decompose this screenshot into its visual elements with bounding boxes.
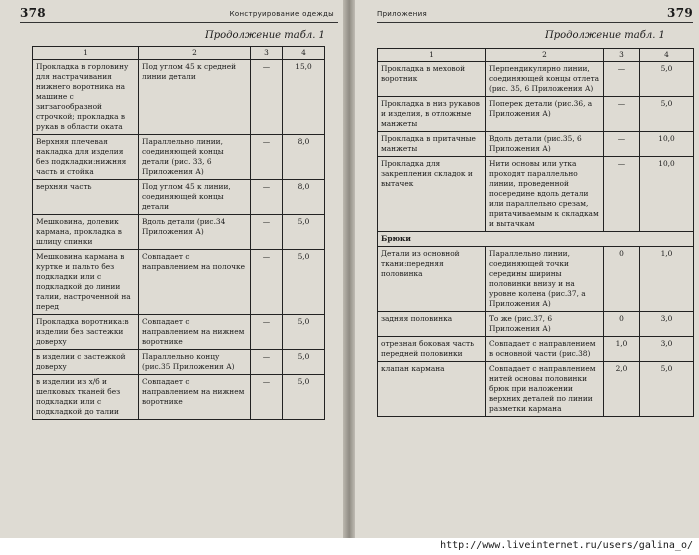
item-cell: Прокладка в меховой воротник xyxy=(378,62,486,97)
table-row xyxy=(378,97,694,132)
deviation-cell: — xyxy=(251,60,283,135)
footer-url: http://www.liveinternet.ru/users/galina_o/ xyxy=(440,540,693,551)
tolerance-cell: 5,0 xyxy=(283,215,325,250)
table-row xyxy=(33,60,325,135)
deviation-cell: — xyxy=(604,97,640,132)
item-cell: Прокладка в горловину для настрачивания нижнего воротника на машине с зигзагообразной строчкой; прокладка в рукав в области оката xyxy=(33,60,139,135)
direction-cell: Вдоль детали (рис.34 Приложения А) xyxy=(139,215,251,250)
table-row xyxy=(33,250,325,315)
left-continuation-label: Продолжение табл. 1 xyxy=(205,30,325,41)
right-table xyxy=(377,48,694,417)
table-row xyxy=(33,180,325,215)
table-row xyxy=(378,132,694,157)
right-page-number: 379 xyxy=(667,6,693,20)
deviation-cell: — xyxy=(604,132,640,157)
item-cell: Мешковина, долевик кармана, прокладка в шлицу спинки xyxy=(33,215,139,250)
header-cell: 1 xyxy=(33,47,139,60)
section-heading: Брюки xyxy=(378,232,694,247)
tolerance-cell: 5,0 xyxy=(283,315,325,350)
tolerance-cell: 8,0 xyxy=(283,180,325,215)
table-row xyxy=(378,157,694,232)
header-cell: 2 xyxy=(486,49,604,62)
right-continuation-label: Продолжение табл. 1 xyxy=(545,30,665,41)
deviation-cell: — xyxy=(251,315,283,350)
deviation-cell: — xyxy=(604,157,640,232)
right-page xyxy=(355,0,699,538)
table-row xyxy=(378,337,694,362)
direction-cell: Совпадает с направлением на полочке xyxy=(139,250,251,315)
direction-cell: Совпадает с направлением на нижнем воротнике xyxy=(139,375,251,420)
item-cell: Мешковина кармана в куртке и пальто без подкладки или с подкладкой до линии талии, настроченной на перед xyxy=(33,250,139,315)
direction-cell: Под углом 45 к линии, соединяющей концы детали xyxy=(139,180,251,215)
table-row xyxy=(378,362,694,417)
deviation-cell: 2,0 xyxy=(604,362,640,417)
header-cell: 3 xyxy=(251,47,283,60)
item-cell: Прокладка воротника:в изделии без застежки доверху xyxy=(33,315,139,350)
deviation-cell: — xyxy=(251,250,283,315)
left-page-number: 378 xyxy=(20,6,46,20)
header-cell: 4 xyxy=(640,49,694,62)
deviation-cell: — xyxy=(251,350,283,375)
header-cell: 4 xyxy=(283,47,325,60)
left-page xyxy=(0,0,347,538)
deviation-cell: 0 xyxy=(604,247,640,312)
deviation-cell: 1,0 xyxy=(604,337,640,362)
direction-cell: Совпадает с направлением нитей основы половинки брюк при наложении верхних деталей по линии разметки кармана xyxy=(486,362,604,417)
item-cell: Прокладка в низ рукавов и изделия, в отложные манжеты xyxy=(378,97,486,132)
tolerance-cell: 15,0 xyxy=(283,60,325,135)
direction-cell: Перпендикулярно линии, соединяющей концы отлета (рис. 35, 6 Приложения А) xyxy=(486,62,604,97)
deviation-cell: — xyxy=(251,135,283,180)
table-row xyxy=(33,135,325,180)
direction-cell: Параллельно концу (рис.35 Приложения А) xyxy=(139,350,251,375)
direction-cell: Нити основы или утка проходят параллельно линии, проведенной посередине вдоль детали или параллельно срезам, притачиваемым к складкам и вытачкам xyxy=(486,157,604,232)
tolerance-cell: 3,0 xyxy=(640,337,694,362)
right-running-title: Приложения xyxy=(377,10,427,18)
right-running-head xyxy=(377,6,693,23)
header-cell: 1 xyxy=(378,49,486,62)
item-cell: задняя половинка xyxy=(378,312,486,337)
tolerance-cell: 8,0 xyxy=(283,135,325,180)
footer-bar xyxy=(0,538,699,555)
tolerance-cell: 10,0 xyxy=(640,132,694,157)
item-cell: в изделии из х/б и шелковых тканей без подкладки или с подкладкой до талии xyxy=(33,375,139,420)
tolerance-cell: 5,0 xyxy=(283,375,325,420)
left-running-title: Конструирование одежды xyxy=(229,10,334,18)
left-table-header xyxy=(33,47,325,60)
direction-cell: Параллельно линии, соединяющей концы детали (рис. 33, 6 Приложения А) xyxy=(139,135,251,180)
direction-cell: Параллельно линии, соединяющей точки середины ширины половинки внизу и на уровне колена (рис.37, а Приложения А) xyxy=(486,247,604,312)
item-cell: клапан кармана xyxy=(378,362,486,417)
tolerance-cell: 5,0 xyxy=(640,362,694,417)
direction-cell: Вдоль детали (рис.35, 6 Приложения А) xyxy=(486,132,604,157)
table-row xyxy=(33,215,325,250)
tolerance-cell: 5,0 xyxy=(283,350,325,375)
header-cell: 3 xyxy=(604,49,640,62)
deviation-cell: 0 xyxy=(604,312,640,337)
direction-cell: Под углом 45 к средней линии детали xyxy=(139,60,251,135)
header-cell: 2 xyxy=(139,47,251,60)
direction-cell: То же (рис.37, 6 Приложения А) xyxy=(486,312,604,337)
direction-cell: Поперек детали (рис.36, а Приложения А) xyxy=(486,97,604,132)
table-row xyxy=(33,315,325,350)
item-cell: Верхняя плечевая накладка для изделия без подкладки:нижняя часть и стойка xyxy=(33,135,139,180)
table-row xyxy=(378,312,694,337)
left-table xyxy=(32,46,325,420)
deviation-cell: — xyxy=(251,180,283,215)
deviation-cell: — xyxy=(251,215,283,250)
item-cell: отрезная боковая часть передней половинки xyxy=(378,337,486,362)
left-running-head xyxy=(20,6,338,23)
item-cell: Прокладка в притачные манжеты xyxy=(378,132,486,157)
tolerance-cell: 5,0 xyxy=(283,250,325,315)
tolerance-cell: 3,0 xyxy=(640,312,694,337)
table-row xyxy=(33,375,325,420)
deviation-cell: — xyxy=(604,62,640,97)
direction-cell: Совпадает с направлением на нижнем воротнике xyxy=(139,315,251,350)
item-cell: верхняя часть xyxy=(33,180,139,215)
item-cell: в изделии с застежкой доверху xyxy=(33,350,139,375)
tolerance-cell: 10,0 xyxy=(640,157,694,232)
table-row xyxy=(33,350,325,375)
tolerance-cell: 5,0 xyxy=(640,62,694,97)
table-row xyxy=(378,232,694,247)
item-cell: Детали из основной ткани:передняя половинка xyxy=(378,247,486,312)
deviation-cell: — xyxy=(251,375,283,420)
table-row xyxy=(378,62,694,97)
direction-cell: Совпадает с направлением в основной части (рис.38) xyxy=(486,337,604,362)
table-row xyxy=(378,247,694,312)
tolerance-cell: 1,0 xyxy=(640,247,694,312)
item-cell: Прокладка для закрепления складок и вытачек xyxy=(378,157,486,232)
right-table-header xyxy=(378,49,694,62)
tolerance-cell: 5,0 xyxy=(640,97,694,132)
